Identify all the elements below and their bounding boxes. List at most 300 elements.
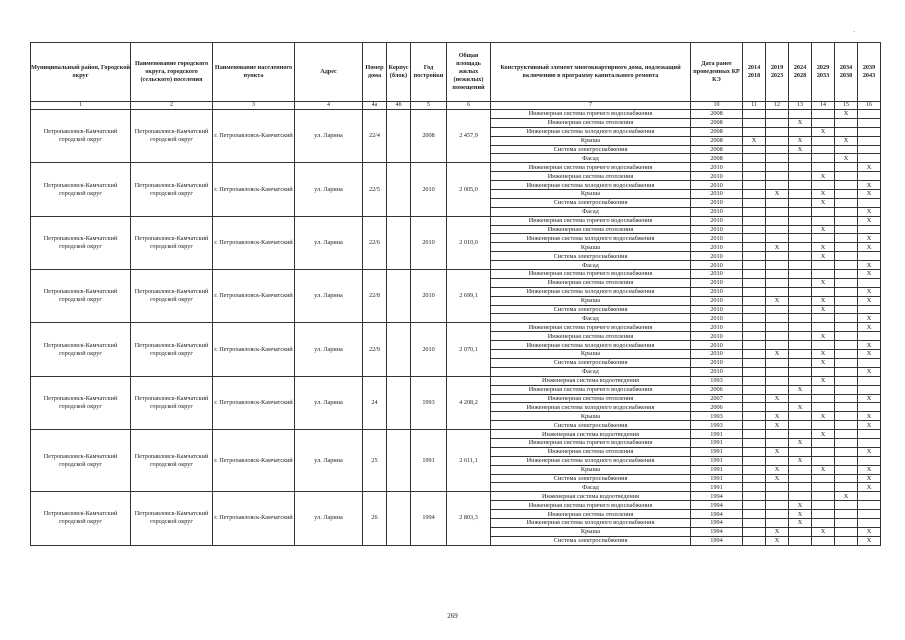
period-mark-cell [835, 270, 858, 279]
period-mark-cell: X [789, 118, 812, 127]
period-mark-cell [835, 190, 858, 199]
table-body [31, 102, 881, 546]
period-mark-cell: X [789, 456, 812, 465]
period-mark-cell [743, 207, 766, 216]
address-cell: ул. Ларина [295, 323, 363, 376]
period-mark-cell [766, 323, 789, 332]
settlement-cell: Петропавловск-Камчатский городской округ [131, 216, 213, 269]
col-header: Наименование населенного пункта [213, 43, 295, 102]
repair-date-cell: 2008 [691, 145, 743, 154]
element-name-cell: Крыша [491, 243, 691, 252]
scan-mark: ´ [853, 30, 856, 38]
settlement-cell: Петропавловск-Камчатский городской округ [131, 323, 213, 376]
period-mark-cell [743, 190, 766, 199]
period-mark-cell [835, 296, 858, 305]
period-mark-cell [766, 270, 789, 279]
element-name-cell: Инженерная система отопления [491, 225, 691, 234]
district-cell: Петропавловск-Камчатский городской округ [31, 110, 131, 163]
period-mark-cell [835, 278, 858, 287]
period-mark-cell: X [812, 350, 835, 359]
house-number-cell: 26 [363, 492, 387, 545]
period-mark-cell [858, 518, 881, 527]
period-mark-cell [858, 198, 881, 207]
period-mark-cell [743, 118, 766, 127]
repair-date-cell: 2010 [691, 216, 743, 225]
period-mark-cell [858, 438, 881, 447]
period-mark-cell: X [766, 474, 789, 483]
address-cell: ул. Ларина [295, 492, 363, 545]
period-mark-cell: X [858, 234, 881, 243]
period-mark-cell [789, 190, 812, 199]
element-name-cell: Система электроснабжения [491, 358, 691, 367]
period-mark-cell: X [835, 136, 858, 145]
table-row [31, 110, 881, 119]
period-mark-cell [766, 216, 789, 225]
period-mark-cell [812, 394, 835, 403]
period-mark-cell [858, 501, 881, 510]
period-mark-cell: X [812, 225, 835, 234]
period-mark-cell [743, 421, 766, 430]
repair-date-cell: 1991 [691, 456, 743, 465]
period-mark-cell: X [766, 243, 789, 252]
period-mark-cell [812, 403, 835, 412]
period-mark-cell [766, 172, 789, 181]
column-number: 16 [858, 102, 881, 110]
period-mark-cell [766, 430, 789, 439]
period-mark-cell: X [789, 510, 812, 519]
period-mark-cell: X [812, 252, 835, 261]
period-mark-cell [812, 287, 835, 296]
period-mark-cell [743, 350, 766, 359]
period-mark-cell [789, 536, 812, 545]
period-mark-cell [743, 181, 766, 190]
element-name-cell: Крыша [491, 296, 691, 305]
period-mark-cell [835, 252, 858, 261]
period-mark-cell [766, 110, 789, 119]
repair-date-cell: 2010 [691, 243, 743, 252]
repair-date-cell: 2008 [691, 118, 743, 127]
period-mark-cell [835, 225, 858, 234]
repair-date-cell: 1991 [691, 465, 743, 474]
period-mark-cell [812, 367, 835, 376]
element-name-cell: Крыша [491, 412, 691, 421]
col-header: Год постройки [411, 43, 447, 102]
table-row [31, 216, 881, 225]
period-mark-cell [743, 270, 766, 279]
period-mark-cell [789, 376, 812, 385]
period-mark-cell [743, 447, 766, 456]
period-mark-cell [812, 510, 835, 519]
element-name-cell: Инженерная система холодного водоснабжения [491, 518, 691, 527]
period-mark-cell [766, 261, 789, 270]
period-mark-cell: X [858, 261, 881, 270]
period-mark-cell: X [789, 501, 812, 510]
period-mark-cell: X [766, 412, 789, 421]
settlement-cell: Петропавловск-Камчатский городской округ [131, 430, 213, 492]
element-name-cell: Фасад [491, 261, 691, 270]
period-mark-cell [789, 225, 812, 234]
period-mark-cell [835, 243, 858, 252]
period-mark-cell: X [812, 296, 835, 305]
period-mark-cell: X [812, 172, 835, 181]
period-mark-cell [789, 412, 812, 421]
period-mark-cell [743, 474, 766, 483]
block-cell [387, 163, 411, 216]
period-mark-cell [812, 261, 835, 270]
period-mark-cell [766, 332, 789, 341]
period-mark-cell [766, 367, 789, 376]
period-mark-cell [789, 474, 812, 483]
period-mark-cell [835, 438, 858, 447]
column-number: 11 [743, 102, 766, 110]
address-cell: ул. Ларина [295, 163, 363, 216]
period-mark-cell [743, 110, 766, 119]
element-name-cell: Инженерная система горячего водоснабжения [491, 270, 691, 279]
period-mark-cell [743, 225, 766, 234]
element-name-cell: Инженерная система отопления [491, 394, 691, 403]
period-mark-cell: X [812, 243, 835, 252]
repair-date-cell: 2010 [691, 296, 743, 305]
period-mark-cell: X [858, 323, 881, 332]
period-mark-cell [766, 252, 789, 261]
period-mark-cell [789, 367, 812, 376]
period-mark-cell [812, 207, 835, 216]
settlement-cell: Петропавловск-Камчатский городской округ [131, 376, 213, 429]
period-mark-cell [835, 323, 858, 332]
period-mark-cell [858, 110, 881, 119]
table-row [31, 163, 881, 172]
repair-date-cell: 2010 [691, 323, 743, 332]
period-mark-cell [835, 385, 858, 394]
period-mark-cell: X [858, 350, 881, 359]
element-name-cell: Инженерная система горячего водоснабжения [491, 438, 691, 447]
col-header: 2034 2038 [835, 43, 858, 102]
period-mark-cell [743, 492, 766, 501]
period-mark-cell [743, 234, 766, 243]
period-mark-cell [858, 252, 881, 261]
period-mark-cell [835, 216, 858, 225]
period-mark-cell [766, 154, 789, 163]
period-mark-cell [812, 341, 835, 350]
period-mark-cell [789, 492, 812, 501]
period-mark-cell [766, 376, 789, 385]
element-name-cell: Крыша [491, 350, 691, 359]
period-mark-cell: X [766, 447, 789, 456]
element-name-cell: Система электроснабжения [491, 198, 691, 207]
element-name-cell: Инженерная система холодного водоснабжения [491, 287, 691, 296]
element-name-cell: Фасад [491, 367, 691, 376]
period-mark-cell [812, 518, 835, 527]
element-name-cell: Система электроснабжения [491, 252, 691, 261]
period-mark-cell [835, 350, 858, 359]
period-mark-cell [789, 350, 812, 359]
block-cell [387, 430, 411, 492]
area-cell: 2 005,0 [447, 163, 491, 216]
locality-cell: г. Петропавловск-Камчатский [213, 376, 295, 429]
period-mark-cell [858, 145, 881, 154]
period-mark-cell [766, 234, 789, 243]
column-number: 10 [691, 102, 743, 110]
col-header: 2029 2033 [812, 43, 835, 102]
period-mark-cell: X [766, 190, 789, 199]
period-mark-cell [858, 154, 881, 163]
period-mark-cell [812, 421, 835, 430]
period-mark-cell [812, 234, 835, 243]
column-number: 6 [447, 102, 491, 110]
element-name-cell: Фасад [491, 207, 691, 216]
period-mark-cell: X [835, 154, 858, 163]
house-number-cell: 25 [363, 430, 387, 492]
period-mark-cell [789, 527, 812, 536]
element-name-cell: Инженерная система горячего водоснабжения [491, 163, 691, 172]
settlement-cell: Петропавловск-Камчатский городской округ [131, 110, 213, 163]
period-mark-cell: X [858, 190, 881, 199]
period-mark-cell [835, 421, 858, 430]
block-cell [387, 216, 411, 269]
period-mark-cell [789, 172, 812, 181]
period-mark-cell [858, 305, 881, 314]
element-name-cell: Система электроснабжения [491, 421, 691, 430]
col-header: 2019 2023 [766, 43, 789, 102]
repair-date-cell: 1993 [691, 376, 743, 385]
period-mark-cell [743, 296, 766, 305]
period-mark-cell [858, 430, 881, 439]
element-name-cell: Система электроснабжения [491, 536, 691, 545]
block-cell [387, 376, 411, 429]
period-mark-cell [835, 376, 858, 385]
repair-date-cell: 2010 [691, 270, 743, 279]
period-mark-cell [766, 492, 789, 501]
table-row [31, 323, 881, 332]
element-name-cell: Фасад [491, 483, 691, 492]
period-mark-cell [766, 127, 789, 136]
element-name-cell: Инженерная система горячего водоснабжения [491, 323, 691, 332]
period-mark-cell [789, 314, 812, 323]
period-mark-cell [743, 154, 766, 163]
period-mark-cell: X [766, 465, 789, 474]
house-number-cell: 22/4 [363, 110, 387, 163]
period-mark-cell [812, 136, 835, 145]
repair-date-cell: 2006 [691, 385, 743, 394]
period-mark-cell [858, 127, 881, 136]
col-header: Общая площадь жилых (нежилых) помещений [447, 43, 491, 102]
repair-date-cell: 1991 [691, 483, 743, 492]
period-mark-cell: X [835, 492, 858, 501]
period-mark-cell: X [766, 421, 789, 430]
period-mark-cell [812, 483, 835, 492]
period-mark-cell [766, 438, 789, 447]
period-mark-cell: X [812, 358, 835, 367]
period-mark-cell [743, 385, 766, 394]
period-mark-cell [789, 234, 812, 243]
col-header: Корпус (блок) [387, 43, 411, 102]
address-cell: ул. Ларина [295, 430, 363, 492]
settlement-cell: Петропавловск-Камчатский городской округ [131, 270, 213, 323]
year-cell: 2010 [411, 270, 447, 323]
period-mark-cell [835, 145, 858, 154]
period-mark-cell [766, 456, 789, 465]
period-mark-cell [743, 456, 766, 465]
repair-date-cell: 1994 [691, 527, 743, 536]
year-cell: 2010 [411, 163, 447, 216]
period-mark-cell [835, 181, 858, 190]
period-mark-cell [835, 412, 858, 421]
period-mark-cell [766, 403, 789, 412]
period-mark-cell [835, 474, 858, 483]
period-mark-cell [766, 501, 789, 510]
period-mark-cell [789, 341, 812, 350]
repair-date-cell: 2010 [691, 190, 743, 199]
element-name-cell: Инженерная система холодного водоснабжения [491, 456, 691, 465]
column-number: 13 [789, 102, 812, 110]
element-name-cell: Инженерная система водоотведения [491, 376, 691, 385]
element-name-cell: Инженерная система отопления [491, 172, 691, 181]
period-mark-cell [789, 270, 812, 279]
area-cell: 2 457,9 [447, 110, 491, 163]
repair-date-cell: 2010 [691, 261, 743, 270]
period-mark-cell [789, 163, 812, 172]
district-cell: Петропавловск-Камчатский городской округ [31, 163, 131, 216]
period-mark-cell [743, 483, 766, 492]
block-cell [387, 110, 411, 163]
period-mark-cell [812, 474, 835, 483]
period-mark-cell [812, 536, 835, 545]
period-mark-cell [789, 278, 812, 287]
repair-date-cell: 2010 [691, 181, 743, 190]
locality-cell: г. Петропавловск-Камчатский [213, 110, 295, 163]
element-name-cell: Инженерная система горячего водоснабжения [491, 385, 691, 394]
column-number: 4а [363, 102, 387, 110]
element-name-cell: Система электроснабжения [491, 474, 691, 483]
period-mark-cell [835, 447, 858, 456]
period-mark-cell [858, 278, 881, 287]
address-cell: ул. Ларина [295, 376, 363, 429]
repair-date-cell: 2008 [691, 127, 743, 136]
repair-date-cell: 2007 [691, 394, 743, 403]
element-name-cell: Инженерная система отопления [491, 510, 691, 519]
period-mark-cell: X [858, 216, 881, 225]
period-mark-cell [766, 510, 789, 519]
period-mark-cell [812, 145, 835, 154]
element-name-cell: Крыша [491, 190, 691, 199]
period-mark-cell [743, 145, 766, 154]
period-mark-cell: X [858, 287, 881, 296]
period-mark-cell [743, 465, 766, 474]
period-mark-cell [743, 305, 766, 314]
house-number-cell: 22/6 [363, 216, 387, 269]
period-mark-cell [835, 430, 858, 439]
element-name-cell: Инженерная система отопления [491, 447, 691, 456]
period-mark-cell [835, 456, 858, 465]
period-mark-cell: X [766, 536, 789, 545]
address-cell: ул. Ларина [295, 270, 363, 323]
period-mark-cell [743, 216, 766, 225]
period-mark-cell [789, 154, 812, 163]
repair-date-cell: 2010 [691, 225, 743, 234]
element-name-cell: Инженерная система холодного водоснабжения [491, 341, 691, 350]
period-mark-cell: X [858, 270, 881, 279]
area-cell: 2 699,1 [447, 270, 491, 323]
period-mark-cell [743, 367, 766, 376]
period-mark-cell [835, 287, 858, 296]
period-mark-cell [835, 261, 858, 270]
house-number-cell: 22/8 [363, 270, 387, 323]
element-name-cell: Инженерная система холодного водоснабжения [491, 181, 691, 190]
locality-cell: г. Петропавловск-Камчатский [213, 492, 295, 545]
period-mark-cell [743, 438, 766, 447]
period-mark-cell [835, 163, 858, 172]
period-mark-cell [812, 270, 835, 279]
repair-date-cell: 1994 [691, 518, 743, 527]
period-mark-cell [766, 341, 789, 350]
period-mark-cell [743, 314, 766, 323]
period-mark-cell [743, 278, 766, 287]
period-mark-cell: X [789, 145, 812, 154]
repair-date-cell: 2010 [691, 163, 743, 172]
period-mark-cell [812, 163, 835, 172]
repair-date-cell: 2010 [691, 234, 743, 243]
period-mark-cell [812, 118, 835, 127]
area-cell: 2 010,0 [447, 216, 491, 269]
period-mark-cell: X [789, 136, 812, 145]
period-mark-cell [743, 127, 766, 136]
period-mark-cell [812, 447, 835, 456]
year-cell: 1993 [411, 376, 447, 429]
period-mark-cell [858, 172, 881, 181]
period-mark-cell: X [812, 127, 835, 136]
period-mark-cell [743, 163, 766, 172]
period-mark-cell: X [835, 110, 858, 119]
element-name-cell: Фасад [491, 314, 691, 323]
period-mark-cell: X [858, 163, 881, 172]
element-name-cell: Инженерная система горячего водоснабжения [491, 110, 691, 119]
period-mark-cell [766, 163, 789, 172]
district-cell: Петропавловск-Камчатский городской округ [31, 323, 131, 376]
element-name-cell: Система электроснабжения [491, 145, 691, 154]
period-mark-cell [789, 447, 812, 456]
column-number: 3 [213, 102, 295, 110]
period-mark-cell [835, 198, 858, 207]
period-mark-cell [835, 501, 858, 510]
area-cell: 2 803,3 [447, 492, 491, 545]
period-mark-cell [835, 207, 858, 216]
period-mark-cell [835, 332, 858, 341]
block-cell [387, 323, 411, 376]
period-mark-cell: X [766, 527, 789, 536]
period-mark-cell: X [812, 376, 835, 385]
repair-date-cell: 2010 [691, 198, 743, 207]
period-mark-cell [858, 118, 881, 127]
period-mark-cell [743, 172, 766, 181]
period-mark-cell [835, 234, 858, 243]
period-mark-cell: X [812, 332, 835, 341]
col-header: 2039 2043 [858, 43, 881, 102]
year-cell: 2010 [411, 216, 447, 269]
period-mark-cell: X [812, 198, 835, 207]
repair-date-cell: 2010 [691, 367, 743, 376]
period-mark-cell [812, 216, 835, 225]
period-mark-cell [766, 385, 789, 394]
repair-date-cell: 1994 [691, 536, 743, 545]
period-mark-cell [789, 127, 812, 136]
period-mark-cell: X [858, 412, 881, 421]
period-mark-cell [835, 394, 858, 403]
repair-date-cell: 1994 [691, 501, 743, 510]
area-cell: 2 611,1 [447, 430, 491, 492]
period-mark-cell [766, 225, 789, 234]
element-name-cell: Инженерная система горячего водоснабжения [491, 216, 691, 225]
period-mark-cell [766, 136, 789, 145]
